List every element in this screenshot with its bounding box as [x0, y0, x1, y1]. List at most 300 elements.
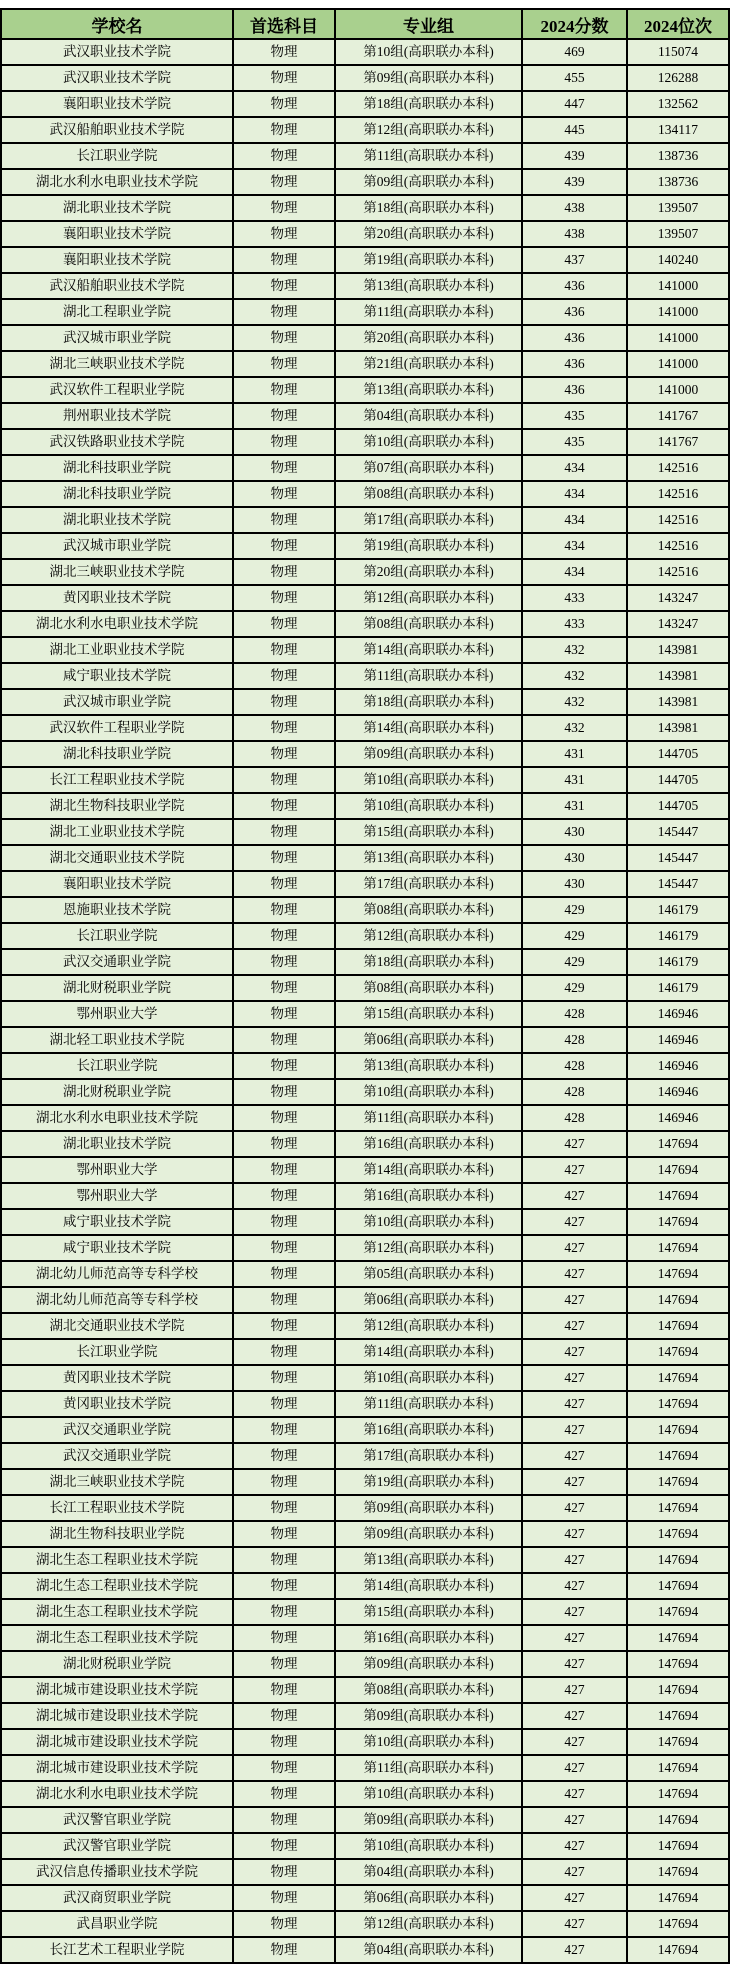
subject-cell: 物理 — [233, 1781, 335, 1807]
table-row — [1, 1261, 729, 1287]
major-group-cell: 第15组(高职联办本科) — [335, 1001, 522, 1027]
major-group-cell: 第11组(高职联办本科) — [335, 299, 522, 325]
school-name-cell: 湖北轻工职业技术学院 — [1, 1027, 233, 1053]
school-name-cell: 长江职业学院 — [1, 143, 233, 169]
major-group-cell: 第12组(高职联办本科) — [335, 117, 522, 143]
school-name-cell: 长江工程职业技术学院 — [1, 1495, 233, 1521]
rank-2024-cell: 142516 — [627, 507, 729, 533]
school-name-cell: 湖北三峡职业技术学院 — [1, 1469, 233, 1495]
major-group-cell: 第08组(高职联办本科) — [335, 481, 522, 507]
major-group-cell: 第11组(高职联办本科) — [335, 143, 522, 169]
table-row — [1, 533, 729, 559]
school-name-cell: 湖北城市建设职业技术学院 — [1, 1703, 233, 1729]
rank-2024-cell: 147694 — [627, 1469, 729, 1495]
subject-cell: 物理 — [233, 91, 335, 117]
major-group-cell: 第11组(高职联办本科) — [335, 663, 522, 689]
table-row — [1, 273, 729, 299]
rank-2024-cell: 147694 — [627, 1417, 729, 1443]
major-group-cell: 第10组(高职联办本科) — [335, 1209, 522, 1235]
table-row — [1, 325, 729, 351]
subject-cell: 物理 — [233, 1053, 335, 1079]
table-row — [1, 689, 729, 715]
major-group-cell: 第10组(高职联办本科) — [335, 1781, 522, 1807]
subject-cell: 物理 — [233, 299, 335, 325]
school-name-cell: 咸宁职业技术学院 — [1, 663, 233, 689]
subject-cell: 物理 — [233, 1833, 335, 1859]
table-row — [1, 1521, 729, 1547]
score-2024-cell: 439 — [522, 169, 627, 195]
table-row — [1, 767, 729, 793]
school-name-cell: 武汉商贸职业学院 — [1, 1885, 233, 1911]
table-row — [1, 377, 729, 403]
subject-cell: 物理 — [233, 117, 335, 143]
subject-cell: 物理 — [233, 1157, 335, 1183]
school-name-cell: 武汉警官职业学院 — [1, 1833, 233, 1859]
major-group-cell: 第09组(高职联办本科) — [335, 1807, 522, 1833]
score-2024-cell: 428 — [522, 1027, 627, 1053]
score-2024-cell: 427 — [522, 1365, 627, 1391]
subject-cell: 物理 — [233, 1807, 335, 1833]
score-2024-cell: 436 — [522, 351, 627, 377]
score-2024-cell: 431 — [522, 793, 627, 819]
subject-cell: 物理 — [233, 143, 335, 169]
score-2024-cell: 434 — [522, 481, 627, 507]
table-row — [1, 1105, 729, 1131]
major-group-cell: 第09组(高职联办本科) — [335, 1651, 522, 1677]
subject-cell: 物理 — [233, 1547, 335, 1573]
subject-cell: 物理 — [233, 273, 335, 299]
score-2024-cell: 428 — [522, 1105, 627, 1131]
major-group-cell: 第13组(高职联办本科) — [335, 1547, 522, 1573]
score-2024-cell: 432 — [522, 689, 627, 715]
table-row — [1, 559, 729, 585]
subject-cell: 物理 — [233, 767, 335, 793]
score-2024-cell: 427 — [522, 1625, 627, 1651]
major-group-cell: 第14组(高职联办本科) — [335, 637, 522, 663]
subject-cell: 物理 — [233, 637, 335, 663]
rank-2024-cell: 145447 — [627, 819, 729, 845]
score-2024-cell: 427 — [522, 1599, 627, 1625]
table-row — [1, 949, 729, 975]
school-name-cell: 湖北三峡职业技术学院 — [1, 559, 233, 585]
rank-2024-cell: 147694 — [627, 1339, 729, 1365]
rank-2024-cell: 147694 — [627, 1547, 729, 1573]
table-row — [1, 221, 729, 247]
score-2024-cell: 427 — [522, 1469, 627, 1495]
rank-2024-cell: 115074 — [627, 39, 729, 65]
rank-2024-cell: 147694 — [627, 1209, 729, 1235]
major-group-cell: 第12组(高职联办本科) — [335, 585, 522, 611]
subject-cell: 物理 — [233, 1027, 335, 1053]
subject-cell: 物理 — [233, 1079, 335, 1105]
school-name-cell: 湖北工业职业技术学院 — [1, 637, 233, 663]
major-group-cell: 第12组(高职联办本科) — [335, 1313, 522, 1339]
rank-2024-cell: 146179 — [627, 923, 729, 949]
table-row — [1, 819, 729, 845]
score-2024-cell: 427 — [522, 1443, 627, 1469]
school-name-cell: 湖北城市建设职业技术学院 — [1, 1677, 233, 1703]
school-name-cell: 武汉铁路职业技术学院 — [1, 429, 233, 455]
rank-2024-cell: 145447 — [627, 845, 729, 871]
score-2024-cell: 427 — [522, 1391, 627, 1417]
table-row — [1, 871, 729, 897]
major-group-cell: 第09组(高职联办本科) — [335, 1703, 522, 1729]
score-2024-cell: 432 — [522, 663, 627, 689]
score-2024-cell: 427 — [522, 1183, 627, 1209]
score-2024-cell: 427 — [522, 1937, 627, 1963]
score-2024-cell: 427 — [522, 1417, 627, 1443]
school-name-cell: 武汉船舶职业技术学院 — [1, 117, 233, 143]
major-group-cell: 第06组(高职联办本科) — [335, 1287, 522, 1313]
table-row — [1, 1079, 729, 1105]
subject-cell: 物理 — [233, 1001, 335, 1027]
school-name-cell: 咸宁职业技术学院 — [1, 1209, 233, 1235]
score-2024-cell: 434 — [522, 455, 627, 481]
rank-2024-cell: 143981 — [627, 663, 729, 689]
table-row — [1, 507, 729, 533]
major-group-cell: 第04组(高职联办本科) — [335, 403, 522, 429]
header-subject: 首选科目 — [233, 9, 335, 39]
score-2024-cell: 427 — [522, 1157, 627, 1183]
major-group-cell: 第13组(高职联办本科) — [335, 845, 522, 871]
school-name-cell: 鄂州职业大学 — [1, 1157, 233, 1183]
subject-cell: 物理 — [233, 1677, 335, 1703]
score-2024-cell: 427 — [522, 1729, 627, 1755]
rank-2024-cell: 141000 — [627, 299, 729, 325]
subject-cell: 物理 — [233, 559, 335, 585]
rank-2024-cell: 147694 — [627, 1729, 729, 1755]
rank-2024-cell: 141000 — [627, 325, 729, 351]
table-row — [1, 923, 729, 949]
subject-cell: 物理 — [233, 1911, 335, 1937]
score-2024-cell: 429 — [522, 897, 627, 923]
school-name-cell: 湖北财税职业学院 — [1, 1651, 233, 1677]
score-2024-cell: 427 — [522, 1573, 627, 1599]
score-2024-cell: 445 — [522, 117, 627, 143]
subject-cell: 物理 — [233, 1599, 335, 1625]
score-2024-cell: 429 — [522, 923, 627, 949]
school-name-cell: 黄冈职业技术学院 — [1, 585, 233, 611]
rank-2024-cell: 141767 — [627, 429, 729, 455]
table-row — [1, 637, 729, 663]
table-row — [1, 1235, 729, 1261]
school-name-cell: 湖北交通职业技术学院 — [1, 845, 233, 871]
major-group-cell: 第13组(高职联办本科) — [335, 377, 522, 403]
rank-2024-cell: 146946 — [627, 1027, 729, 1053]
subject-cell: 物理 — [233, 715, 335, 741]
rank-2024-cell: 147694 — [627, 1365, 729, 1391]
score-2024-cell: 436 — [522, 299, 627, 325]
major-group-cell: 第16组(高职联办本科) — [335, 1417, 522, 1443]
score-2024-cell: 427 — [522, 1859, 627, 1885]
subject-cell: 物理 — [233, 377, 335, 403]
major-group-cell: 第18组(高职联办本科) — [335, 949, 522, 975]
subject-cell: 物理 — [233, 1131, 335, 1157]
table-row — [1, 1157, 729, 1183]
rank-2024-cell: 132562 — [627, 91, 729, 117]
rank-2024-cell: 146179 — [627, 897, 729, 923]
major-group-cell: 第20组(高职联办本科) — [335, 221, 522, 247]
subject-cell: 物理 — [233, 1469, 335, 1495]
rank-2024-cell: 139507 — [627, 221, 729, 247]
subject-cell: 物理 — [233, 1573, 335, 1599]
major-group-cell: 第16组(高职联办本科) — [335, 1183, 522, 1209]
major-group-cell: 第06组(高职联办本科) — [335, 1027, 522, 1053]
table-row — [1, 143, 729, 169]
subject-cell: 物理 — [233, 221, 335, 247]
rank-2024-cell: 143981 — [627, 689, 729, 715]
major-group-cell: 第08组(高职联办本科) — [335, 611, 522, 637]
major-group-cell: 第10组(高职联办本科) — [335, 1079, 522, 1105]
school-name-cell: 武汉交通职业学院 — [1, 1443, 233, 1469]
table-row — [1, 1495, 729, 1521]
score-2024-cell: 427 — [522, 1677, 627, 1703]
major-group-cell: 第09组(高职联办本科) — [335, 169, 522, 195]
rank-2024-cell: 142516 — [627, 481, 729, 507]
rank-2024-cell: 147694 — [627, 1183, 729, 1209]
school-name-cell: 黄冈职业技术学院 — [1, 1391, 233, 1417]
school-name-cell: 武汉职业技术学院 — [1, 65, 233, 91]
major-group-cell: 第19组(高职联办本科) — [335, 1469, 522, 1495]
school-name-cell: 湖北工业职业技术学院 — [1, 819, 233, 845]
score-2024-cell: 427 — [522, 1261, 627, 1287]
subject-cell: 物理 — [233, 1703, 335, 1729]
rank-2024-cell: 147694 — [627, 1573, 729, 1599]
subject-cell: 物理 — [233, 1287, 335, 1313]
score-2024-cell: 435 — [522, 429, 627, 455]
table-row — [1, 1677, 729, 1703]
school-name-cell: 湖北财税职业学院 — [1, 975, 233, 1001]
table-row — [1, 1755, 729, 1781]
table-row — [1, 1183, 729, 1209]
table-row — [1, 715, 729, 741]
rank-2024-cell: 147694 — [627, 1599, 729, 1625]
rank-2024-cell: 139507 — [627, 195, 729, 221]
score-2024-cell: 427 — [522, 1703, 627, 1729]
subject-cell: 物理 — [233, 1755, 335, 1781]
school-name-cell: 湖北城市建设职业技术学院 — [1, 1729, 233, 1755]
subject-cell: 物理 — [233, 1365, 335, 1391]
rank-2024-cell: 142516 — [627, 455, 729, 481]
subject-cell: 物理 — [233, 1937, 335, 1963]
major-group-cell: 第10组(高职联办本科) — [335, 1365, 522, 1391]
score-2024-cell: 436 — [522, 325, 627, 351]
subject-cell: 物理 — [233, 611, 335, 637]
rank-2024-cell: 147694 — [627, 1157, 729, 1183]
rank-2024-cell: 144705 — [627, 767, 729, 793]
school-name-cell: 武汉职业技术学院 — [1, 39, 233, 65]
score-2024-cell: 427 — [522, 1209, 627, 1235]
rank-2024-cell: 147694 — [627, 1911, 729, 1937]
score-2024-cell: 433 — [522, 585, 627, 611]
subject-cell: 物理 — [233, 585, 335, 611]
table-row — [1, 1209, 729, 1235]
major-group-cell: 第14组(高职联办本科) — [335, 715, 522, 741]
subject-cell: 物理 — [233, 741, 335, 767]
rank-2024-cell: 147694 — [627, 1677, 729, 1703]
school-name-cell: 武汉软件工程职业学院 — [1, 715, 233, 741]
rank-2024-cell: 147694 — [627, 1131, 729, 1157]
major-group-cell: 第10组(高职联办本科) — [335, 767, 522, 793]
score-2024-cell: 427 — [522, 1495, 627, 1521]
school-name-cell: 武汉警官职业学院 — [1, 1807, 233, 1833]
major-group-cell: 第18组(高职联办本科) — [335, 689, 522, 715]
major-group-cell: 第18组(高职联办本科) — [335, 91, 522, 117]
school-name-cell: 湖北生态工程职业技术学院 — [1, 1599, 233, 1625]
table-row — [1, 1443, 729, 1469]
rank-2024-cell: 143981 — [627, 637, 729, 663]
rank-2024-cell: 143247 — [627, 611, 729, 637]
major-group-cell: 第12组(高职联办本科) — [335, 1911, 522, 1937]
score-2024-cell: 447 — [522, 91, 627, 117]
score-2024-cell: 428 — [522, 1079, 627, 1105]
major-group-cell: 第05组(高职联办本科) — [335, 1261, 522, 1287]
subject-cell: 物理 — [233, 949, 335, 975]
subject-cell: 物理 — [233, 429, 335, 455]
major-group-cell: 第12组(高职联办本科) — [335, 1235, 522, 1261]
major-group-cell: 第10组(高职联办本科) — [335, 39, 522, 65]
rank-2024-cell: 147694 — [627, 1833, 729, 1859]
rank-2024-cell: 147694 — [627, 1287, 729, 1313]
subject-cell: 物理 — [233, 897, 335, 923]
major-group-cell: 第14组(高职联办本科) — [335, 1339, 522, 1365]
major-group-cell: 第09组(高职联办本科) — [335, 1495, 522, 1521]
subject-cell: 物理 — [233, 871, 335, 897]
score-2024-cell: 433 — [522, 611, 627, 637]
rank-2024-cell: 141000 — [627, 351, 729, 377]
school-name-cell: 湖北城市建设职业技术学院 — [1, 1755, 233, 1781]
rank-2024-cell: 145447 — [627, 871, 729, 897]
table-row — [1, 793, 729, 819]
school-name-cell: 鄂州职业大学 — [1, 1001, 233, 1027]
score-2024-cell: 427 — [522, 1287, 627, 1313]
subject-cell: 物理 — [233, 975, 335, 1001]
subject-cell: 物理 — [233, 1339, 335, 1365]
major-group-cell: 第20组(高职联办本科) — [335, 559, 522, 585]
school-name-cell: 湖北生物科技职业学院 — [1, 793, 233, 819]
major-group-cell: 第06组(高职联办本科) — [335, 1885, 522, 1911]
major-group-cell: 第15组(高职联办本科) — [335, 1599, 522, 1625]
score-2024-cell: 434 — [522, 507, 627, 533]
rank-2024-cell: 142516 — [627, 559, 729, 585]
subject-cell: 物理 — [233, 455, 335, 481]
score-2024-cell: 427 — [522, 1131, 627, 1157]
school-name-cell: 襄阳职业技术学院 — [1, 91, 233, 117]
major-group-cell: 第10组(高职联办本科) — [335, 793, 522, 819]
score-2024-cell: 432 — [522, 715, 627, 741]
subject-cell: 物理 — [233, 351, 335, 377]
school-name-cell: 湖北科技职业学院 — [1, 741, 233, 767]
subject-cell: 物理 — [233, 247, 335, 273]
school-name-cell: 武汉船舶职业技术学院 — [1, 273, 233, 299]
table-row — [1, 1313, 729, 1339]
table-row — [1, 1053, 729, 1079]
table-row — [1, 741, 729, 767]
school-name-cell: 湖北水利水电职业技术学院 — [1, 1781, 233, 1807]
score-2024-cell: 436 — [522, 273, 627, 299]
score-2024-cell: 427 — [522, 1781, 627, 1807]
score-2024-cell: 437 — [522, 247, 627, 273]
school-name-cell: 武昌职业学院 — [1, 1911, 233, 1937]
rank-2024-cell: 147694 — [627, 1651, 729, 1677]
subject-cell: 物理 — [233, 1183, 335, 1209]
school-name-cell: 湖北交通职业技术学院 — [1, 1313, 233, 1339]
subject-cell: 物理 — [233, 325, 335, 351]
subject-cell: 物理 — [233, 793, 335, 819]
subject-cell: 物理 — [233, 1521, 335, 1547]
subject-cell: 物理 — [233, 1235, 335, 1261]
major-group-cell: 第13组(高职联办本科) — [335, 273, 522, 299]
subject-cell: 物理 — [233, 39, 335, 65]
major-group-cell: 第14组(高职联办本科) — [335, 1157, 522, 1183]
school-name-cell: 荆州职业技术学院 — [1, 403, 233, 429]
major-group-cell: 第11组(高职联办本科) — [335, 1391, 522, 1417]
table-row — [1, 39, 729, 65]
table-row — [1, 1859, 729, 1885]
school-name-cell: 武汉交通职业学院 — [1, 1417, 233, 1443]
rank-2024-cell: 140240 — [627, 247, 729, 273]
subject-cell: 物理 — [233, 819, 335, 845]
major-group-cell: 第11组(高职联办本科) — [335, 1755, 522, 1781]
subject-cell: 物理 — [233, 1729, 335, 1755]
major-group-cell: 第08组(高职联办本科) — [335, 897, 522, 923]
subject-cell: 物理 — [233, 689, 335, 715]
school-name-cell: 湖北生态工程职业技术学院 — [1, 1573, 233, 1599]
table-row — [1, 1781, 729, 1807]
rank-2024-cell: 138736 — [627, 143, 729, 169]
score-2024-cell: 439 — [522, 143, 627, 169]
subject-cell: 物理 — [233, 1209, 335, 1235]
rank-2024-cell: 147694 — [627, 1937, 729, 1963]
score-2024-cell: 427 — [522, 1313, 627, 1339]
school-name-cell: 武汉交通职业学院 — [1, 949, 233, 975]
subject-cell: 物理 — [233, 1651, 335, 1677]
header-school-name: 学校名 — [1, 9, 233, 39]
score-2024-cell: 427 — [522, 1651, 627, 1677]
major-group-cell: 第04组(高职联办本科) — [335, 1859, 522, 1885]
subject-cell: 物理 — [233, 65, 335, 91]
score-2024-cell: 429 — [522, 975, 627, 1001]
major-group-cell: 第07组(高职联办本科) — [335, 455, 522, 481]
rank-2024-cell: 147694 — [627, 1859, 729, 1885]
major-group-cell: 第19组(高职联办本科) — [335, 247, 522, 273]
school-name-cell: 湖北幼儿师范高等专科学校 — [1, 1287, 233, 1313]
score-2024-cell: 435 — [522, 403, 627, 429]
school-name-cell: 湖北三峡职业技术学院 — [1, 351, 233, 377]
school-name-cell: 襄阳职业技术学院 — [1, 871, 233, 897]
major-group-cell: 第10组(高职联办本科) — [335, 1833, 522, 1859]
score-2024-cell: 469 — [522, 39, 627, 65]
school-name-cell: 长江职业学院 — [1, 1053, 233, 1079]
major-group-cell: 第16组(高职联办本科) — [335, 1625, 522, 1651]
table-row — [1, 1469, 729, 1495]
school-name-cell: 湖北工程职业学院 — [1, 299, 233, 325]
score-2024-cell: 436 — [522, 377, 627, 403]
score-2024-cell: 429 — [522, 949, 627, 975]
subject-cell: 物理 — [233, 1313, 335, 1339]
score-2024-cell: 438 — [522, 221, 627, 247]
subject-cell: 物理 — [233, 533, 335, 559]
major-group-cell: 第18组(高职联办本科) — [335, 195, 522, 221]
score-2024-cell: 427 — [522, 1755, 627, 1781]
rank-2024-cell: 147694 — [627, 1391, 729, 1417]
table-row — [1, 117, 729, 143]
school-name-cell: 湖北职业技术学院 — [1, 507, 233, 533]
major-group-cell: 第15组(高职联办本科) — [335, 819, 522, 845]
table-row — [1, 1625, 729, 1651]
table-row — [1, 195, 729, 221]
rank-2024-cell: 147694 — [627, 1703, 729, 1729]
